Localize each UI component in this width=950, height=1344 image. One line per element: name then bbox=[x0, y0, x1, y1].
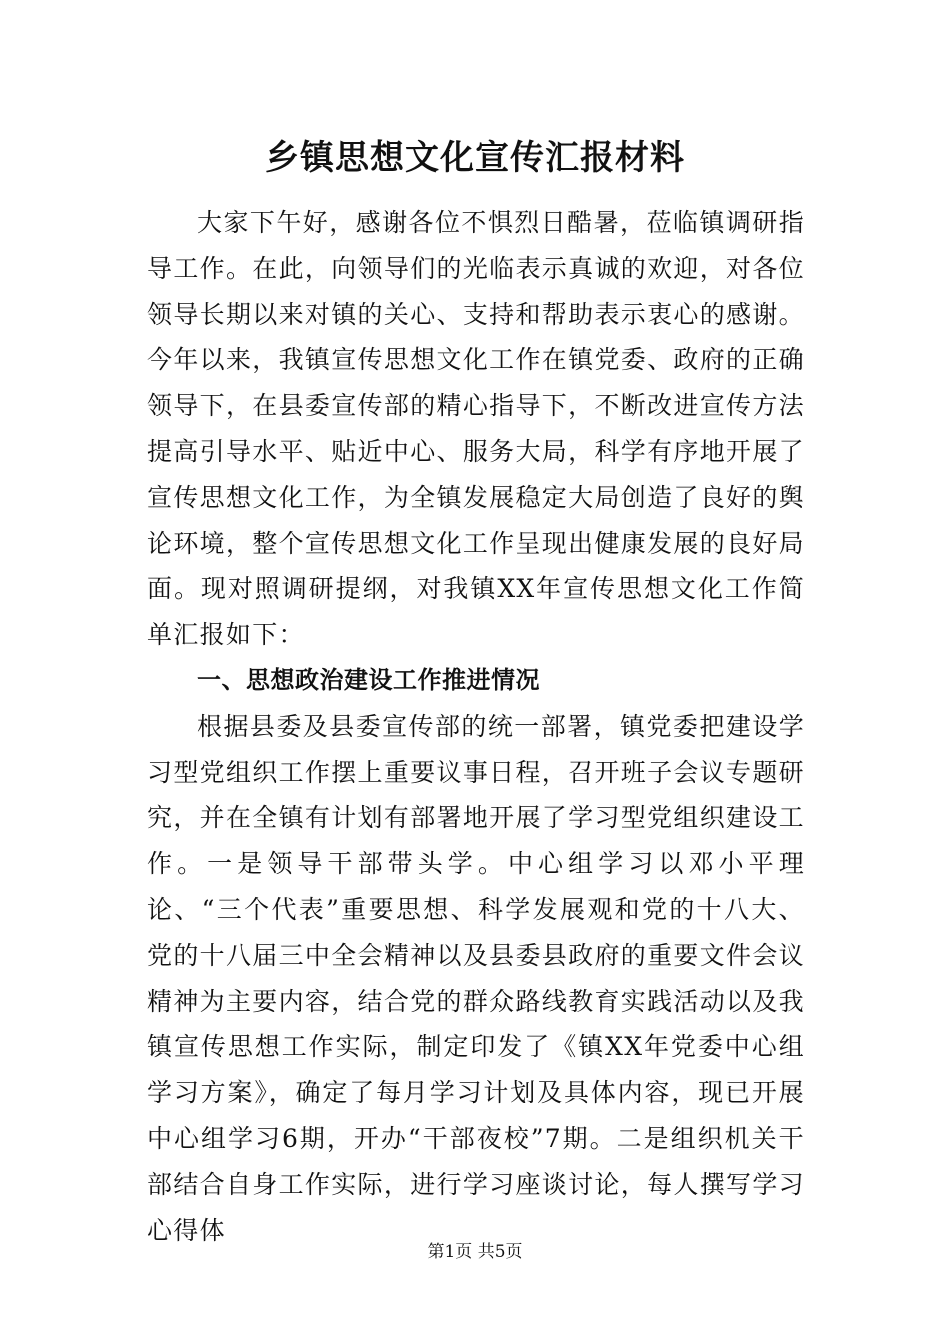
section-paragraph: 根据县委及县委宣传部的统一部署，镇党委把建设学习型党组织工作摆上重要议事日程，召开班子会议专题研究，并在全镇有计划有部署地开展了学习型党组织建设工作。一是领导干部带头学。中心组学习以邓小平理论、“三个代表”重要思想、科学发展观和党的十八大、党的十八届三中全会精神以及县委县政府的重要文件会议精神为主要内容，结合党的群众路线教育实践活动以及我镇宣传思想工作实际，制定印发了《镇XX年党委中心组学习方案》，确定了每月学习计划及具体内容，现已开展中心组学习6期，开办“干部夜校”7期。二是组织机关干部结合自身工作实际，进行学习座谈讨论，每人撰写学习心得体 bbox=[147, 711, 805, 1245]
document-title: 乡镇思想文化宣传汇报材料 bbox=[265, 138, 685, 178]
intro-paragraph: 大家下午好，感谢各位不惧烈日酷暑，莅临镇调研指导工作。在此，向领导们的光临表示真诚的欢迎，对各位领导长期以来对镇的关心、支持和帮助表示衷心的感谢。今年以来，我镇宣传思想文化工作在镇党委、政府的正确领导下，在县委宣传部的精心指导下，不断改进宣传方法提高引导水平、贴近中心、服务大局，科学有序地开展了宣传思想文化工作，为全镇发展稳定大局创造了良好的舆论环境，整个宣传思想文化工作呈现出健康发展的良好局面。现对照调研提纲，对我镇XX年宣传思想文化工作简单汇报如下： bbox=[147, 208, 805, 650]
section-heading: 一、思想政治建设工作推进情况 bbox=[197, 665, 540, 694]
document-body bbox=[147, 200, 805, 1253]
page-number-footer: 第1页 共5页 bbox=[427, 1242, 523, 1262]
